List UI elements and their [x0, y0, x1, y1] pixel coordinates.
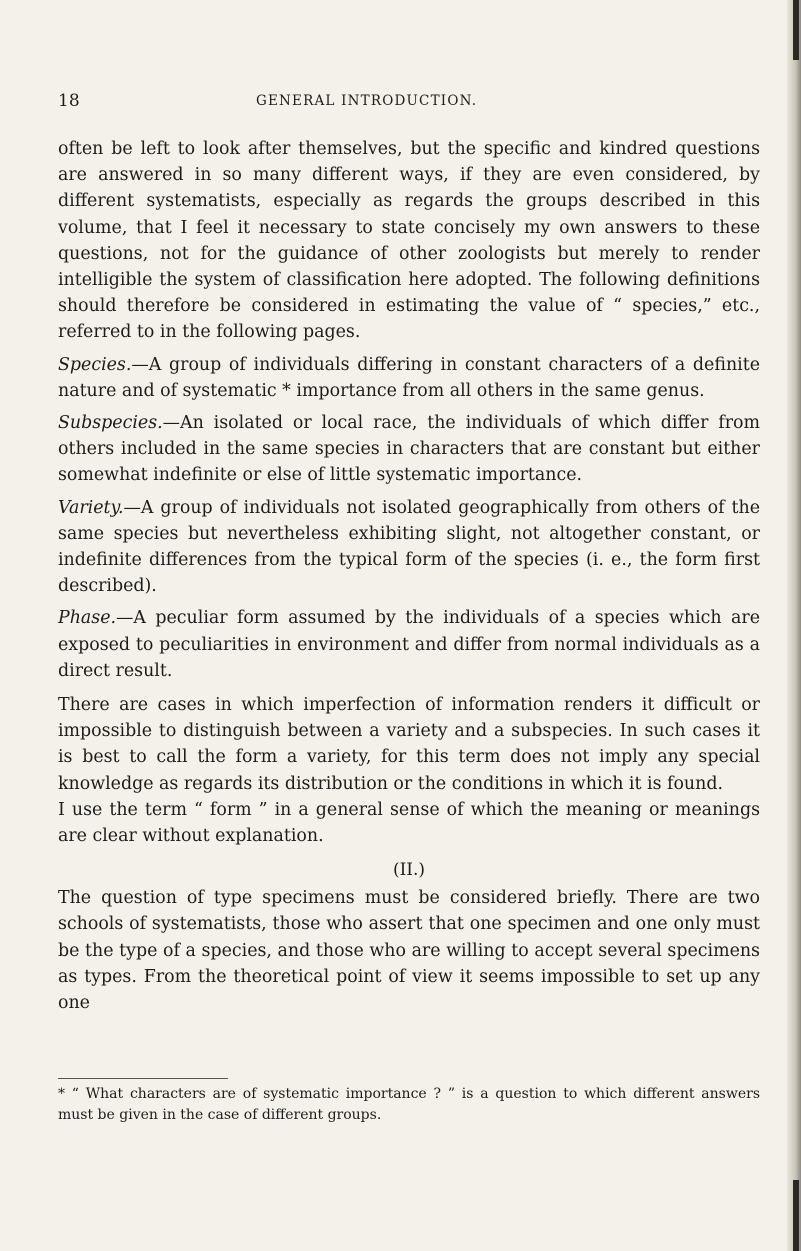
definition-phase: [58, 605, 760, 684]
cases-paragraph: There are cases in which imperfection of information renders it difficult or impossible to distinguish between a variety and a subspecies. In such cases it is best to call the form a variety, for this term does not imply any special knowledge as regards its distribution or the conditions in which it is found.: [58, 695, 760, 794]
page-edge: [787, 0, 801, 1251]
page-number: 18: [58, 91, 80, 111]
form-paragraph: I use the term “ form ” in a general sense of which the meaning or meanings are clear without explanation.: [58, 799, 760, 847]
definition-text: —A group of individuals differing in constant characters of a definite nature and of systematic * importance from all others in the same genus.: [58, 354, 760, 401]
running-head: GENERAL INTRODUCTION.: [256, 93, 478, 109]
definition-subspecies: [58, 410, 760, 489]
section-marker: (II.): [392, 860, 426, 881]
definition-term: Variety.: [58, 497, 124, 518]
definition-variety: [58, 495, 760, 600]
definition-species: [58, 352, 760, 404]
definition-text: —An isolated or local race, the individuals of which differ from others included in the same species in characters that are constant but either somewhat indefinite or else of little systematic importance.: [58, 413, 760, 486]
footnote: [58, 1084, 760, 1126]
definition-term: Subspecies.: [58, 413, 163, 434]
intro-paragraph: often be left to look after themselves, but the specific and kindred questions are answered in so many different ways, if they are even considered, by different systematists, especially as regards the groups described in this volume, that I feel it necessary to state concisely my own answers to these questions, not for the guidance of other zoologists but merely to render intelligible the system of classification here adopted. The following definitions should therefore be considered in estimating the value of “ species,” etc., referred to in the following pages.: [58, 139, 760, 343]
definition-text: —A peculiar form assumed by the individuals of a species which are exposed to peculiarities in environment and differ from normal individuals as a direct result.: [58, 608, 760, 681]
definition-term: Species.: [58, 354, 132, 375]
definition-term: Phase.: [58, 608, 117, 629]
definition-text: —A group of individuals not isolated geographically from others of the same species but nevertheless exhibiting slight, not altogether constant, or indefinite differences from the typical form of the species (i. e., the form first described).: [58, 497, 760, 597]
page-header: [58, 91, 698, 113]
edge-mark: [793, 0, 799, 60]
footnote-text: * “ What characters are of systematic importance ? ” is a question to which different answers must be given in the case of different groups.: [58, 1086, 760, 1123]
type-paragraph: The question of type specimens must be considered briefly. There are two schools of systematists, those who assert that one specimen and one only must be the type of a species, and those who are willing to accept several specimens as types. From the theoretical point of view it seems impossible to set up any one: [58, 888, 760, 1014]
edge-mark: [793, 1180, 799, 1251]
body-text: [58, 136, 760, 1016]
footnote-rule: [58, 1078, 228, 1079]
